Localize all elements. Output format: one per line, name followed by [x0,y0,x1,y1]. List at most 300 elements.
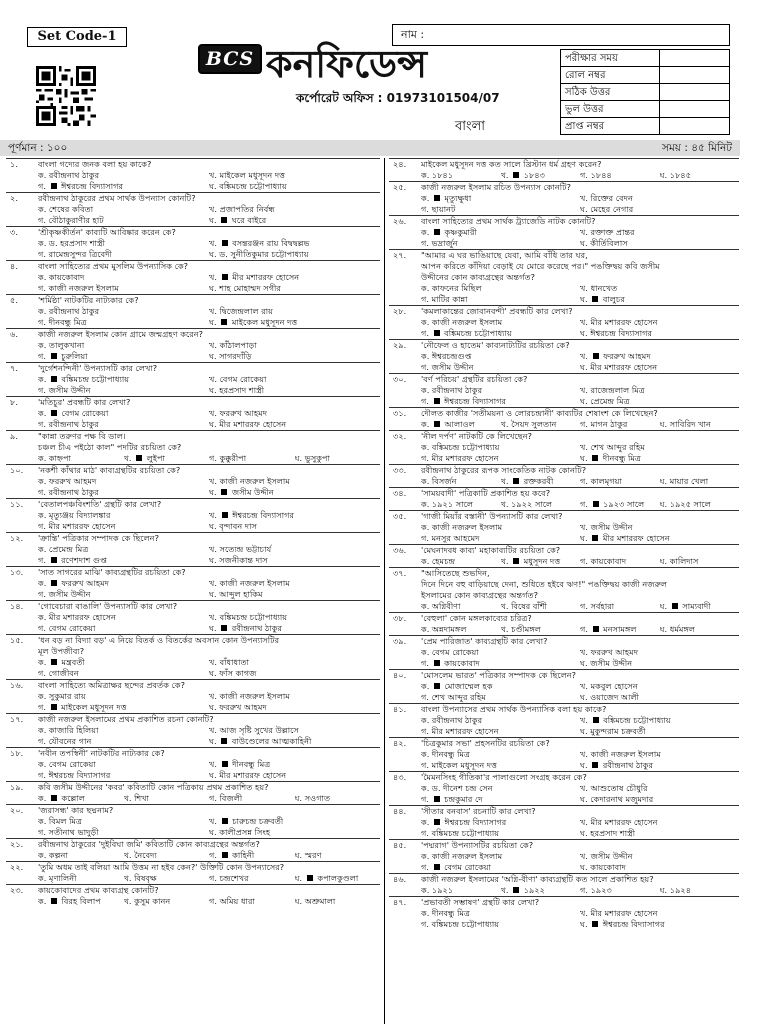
answer-option[interactable]: খ. মীর মশাররফ হোসেন [580,317,658,327]
answer-option[interactable]: গ. বৌঠাকুরাণীর হাট [38,215,104,225]
question-text: 'ধন বড় না বিদ্যা বড়' এ নিয়ে বিতর্ক ও বিতর্কের অবসান কোন উপন্যাসটির [38,635,280,645]
answer-option[interactable]: খ. কাজী নজরুল ইসলাম [209,691,290,701]
answer-option[interactable]: খ. বসন্তরঞ্জন রায় বিদ্বদ্বল্লভ [209,238,310,248]
answer-option[interactable]: ক. তালুকখানা [38,340,85,350]
answer-option[interactable]: ক. সুকুমার রায় [38,691,86,701]
answer-option[interactable]: ক. বঙ্কিমচন্দ্র চট্টোপাধ্যায় [421,442,500,452]
answer-option[interactable]: ক. ১৯২১ সালে [421,499,473,509]
answer-option[interactable]: খ. ফররুখ আহমদ [580,647,639,657]
answer-option[interactable]: ক. মৃণালিনী [38,873,77,883]
answer-option[interactable]: গ. গোজীবন [38,668,79,678]
answer-option[interactable]: ঘ. ঈশ্বরচন্দ্র বিদ্যাসাগর [580,328,653,338]
answer-option[interactable]: ঘ. সজনীকান্ত দাস [209,555,268,565]
question-number: ৩৪. [393,488,407,498]
answer-option[interactable]: ঘ. রবীন্দ্রনাথ ঠাকুর [209,623,283,633]
answer-option[interactable]: ঘ. কেদারনাথ মজুমদার [580,794,654,804]
question-line [389,430,739,442]
question-line [389,407,739,419]
answer-option[interactable]: খ. রিক্তের বেদন [580,193,633,203]
answer-option[interactable]: গ. মাগন ঠাকুর [580,419,628,429]
answer-option[interactable]: ক. রবীন্দ্রনাথ ঠাকুর [38,170,100,180]
answer-option[interactable]: ঘ. ঈশ্বরচন্দ্র বিদ্যাসাগর [580,919,665,929]
question-text: কাজী নজরুল ইসলাম কোন গ্রামে জন্মগ্রহণ করেন? [38,329,203,339]
question-line [6,430,380,442]
options-grid [6,170,380,192]
answer-option[interactable]: খ. বঙ্কিমচন্দ্র চট্টোপাধ্যায় [580,715,671,725]
answer-option[interactable]: ক. ফররুখ আহমদ [38,476,97,486]
options-grid [389,499,739,510]
answer-option[interactable]: ঘ. ফাঁস কাগজ [209,668,257,678]
answer-option[interactable]: ঘ. সাবিরিদ খান [659,419,711,429]
question-number: ২৬. [393,216,407,226]
answer-option[interactable]: ক. কাজী নজরুল ইসলাম [421,317,503,327]
answer-option[interactable]: ঘ. ১৯২৫ সালে [659,499,711,509]
answer-option[interactable]: গ. কুক্কুরীপা [209,453,247,463]
answer-option[interactable]: ঘ. শাহ মোহাম্মদ সগীর [209,283,281,293]
answer-option[interactable]: ক. মৃত্যুক্ষুধা [421,193,472,203]
answer-option[interactable]: গ. ঈশ্বরচন্দ্র বিদ্যাসাগর [38,770,111,780]
question-text: মূল উপজীব্য? [38,646,85,656]
question-item [389,612,739,635]
answer-option[interactable]: ক. কল্পনা [38,850,68,860]
answer-option[interactable]: গ. বিজলী [209,793,243,803]
answer-option[interactable]: খ. কাজী নজরুল ইসলাম [580,749,661,759]
options-grid [389,351,739,373]
answer-option[interactable]: খ. ঈশ্বরচন্দ্র বিদ্যাসাগর [209,510,294,520]
question-line [389,158,739,170]
answer-option[interactable]: খ. মীর মশাররফ হোসেন [580,817,658,827]
correct-answer-mark-icon [593,353,599,359]
answer-option[interactable]: ঘ. প্রেমেন্দ্র মিত্র [580,396,630,406]
options-grid [389,476,739,487]
question-line [6,362,380,374]
answer-option[interactable]: ক. বিসর্জন [421,476,457,486]
answer-option[interactable]: গ. ছায়ানট [421,204,456,214]
answer-option[interactable]: ক. মন্ত্রবতী [38,657,85,667]
answer-option[interactable]: ঘ. মীর মশাররফ হোসেন [580,362,658,372]
answer-option[interactable]: গ. মীর মশাররফ হোসেন [421,726,499,736]
answer-option[interactable]: খ. লুইপা [123,453,165,463]
question-number: ৩০. [393,374,407,384]
answer-option[interactable]: ক. আলাওল [421,419,475,429]
answer-option[interactable]: খ. শেখ আব্দুর রহিম [580,442,645,452]
answer-option[interactable]: ক. ১৮৪১ [421,170,454,180]
answer-option[interactable]: ঘ. বালুচর [580,294,625,304]
question-item [6,260,380,294]
answer-option[interactable]: গ. ভদ্রার্জুন [421,238,458,248]
answer-option[interactable]: ক. বিমল মিত্র [38,816,82,826]
answer-option[interactable]: ক. দীনবন্ধু মিত্র [421,908,471,918]
options-grid [389,442,739,464]
answer-option[interactable]: ক. রবীন্দ্রনাথ ঠাকুর [38,306,100,316]
question-line [389,464,739,476]
answer-option[interactable]: ঘ. মুকুন্দরাম চক্রবর্তী [580,726,646,736]
answer-option[interactable]: ঘ. ফররুখ আহমদ [209,702,267,712]
answer-option[interactable]: গ. সতীনাথ ভাদুড়ী [38,827,99,837]
answer-option[interactable]: খ. বেগম রোকেয়া [209,374,267,384]
correct-answer-mark-icon [592,455,598,461]
answer-option[interactable]: খ. রক্তকরবী [500,476,554,486]
question-line [389,567,739,579]
exam-time: সময় : ৪৫ মিনিট [662,142,732,154]
answer-option[interactable]: খ. ১৯২২ [500,885,545,895]
answer-option[interactable]: ঘ. কায়কোবাদ [580,862,626,872]
answer-option[interactable]: ঘ. কপালকুণ্ডলা [294,873,359,883]
answer-option[interactable]: ক. বঙ্কিমচন্দ্র চট্টোপাধ্যায় [38,374,130,384]
answer-option[interactable]: গ. কায়কোবাদ [421,658,480,668]
answer-option[interactable]: গ. চন্দ্রকুমার দে [421,794,483,804]
answer-option[interactable]: ক. অন্নদামঙ্গল [421,624,467,634]
answer-option[interactable]: ঘ. সাম্যবাদী [659,601,711,611]
question-item [389,805,739,839]
question-number: ৩৫. [393,511,407,521]
header [0,0,768,140]
answer-option[interactable]: ক. ঈশ্বরচন্দ্রগুপ্ত [421,351,472,361]
answer-option[interactable]: গ. মাইকেল মধুসূদন দত্ত [38,702,127,712]
answer-option[interactable]: গ. জসীম উদ্দীন [38,385,91,395]
answer-option[interactable]: গ. জসীম উদ্দীন [421,362,474,372]
answer-option[interactable]: গ. কাজী নজরুল ইসলাম [38,283,119,293]
answer-option[interactable]: ক. ঈশ্বরচন্দ্র বিদ্যাসাগর [421,817,507,827]
info-field[interactable] [660,50,730,67]
answer-option[interactable]: গ. বঙ্কিমচন্দ্র চট্টোপাধ্যায় [421,328,512,338]
answer-option[interactable]: গ. যৌবনের গান [38,736,92,746]
question-text: কাজী নজরুল ইসলামের প্রথম প্রকাশিত রচনা কোনটি? [38,714,214,724]
answer-option[interactable]: ক. কাজী নজরুল ইসলাম [421,851,503,861]
question-number: ২৫. [393,182,407,192]
answer-option[interactable]: গ. ১৯২৩ সালে [580,499,645,509]
answer-option[interactable]: খ. কুসুম কানন [123,896,171,906]
question-item [6,679,380,713]
answer-option[interactable]: ঘ. মীর মশাররফ হোসেন [209,419,287,429]
answer-option[interactable]: খ. মাইকেল মধুসূদন দত্ত [209,170,285,180]
question-number: ১১. [10,499,24,509]
correct-answer-mark-icon [221,217,227,223]
correct-answer-mark-icon [51,580,57,586]
answer-option[interactable]: ঘ. জসীম উদ্দীন [580,658,633,668]
question-text: ইসলামের কোন কাব্যগ্রন্থের অন্তর্গত? [421,590,538,600]
answer-option[interactable]: খ. চারুচন্দ্র চক্রবর্তী [209,816,284,826]
question-text: 'সীতার বনবাস' রচনাটি কার লেখা? [421,806,536,816]
answer-option[interactable]: খ. বাঁধাধাতা [209,657,249,667]
question-line [6,498,380,510]
options-grid [6,476,380,498]
question-text: 'প্রেম পারিজাত' কাব্যগ্রন্থটি কার লেখা? [421,636,548,646]
question-text: উদ্দীনের কোন কাব্যগ্রন্থের অন্তর্গত? [421,272,535,282]
answer-option[interactable]: গ. জসীম উদ্দীন [38,589,91,599]
answer-option[interactable]: খ. কাজী নজরুল ইসলাম [209,476,290,486]
answer-option[interactable]: খ. মধুসূদন দত্ত [500,556,561,566]
correct-answer-mark-icon [221,738,227,744]
answer-option[interactable]: গ. বঙ্কিমচন্দ্র চট্টোপাধ্যায় [421,919,500,929]
question-text: 'চিত্রকুমার সভা' প্রহসনটির রচয়িতা কে? [421,738,550,748]
question-number: ৮. [10,397,18,407]
answer-option[interactable]: গ. মনসামঙ্গল [580,624,637,634]
answer-option[interactable]: খ. জসীম উদ্দীন [580,851,633,861]
answer-option[interactable]: গ. মাইকেল মধুসূদন দত্ত [421,760,497,770]
answer-option[interactable]: খ. কাজী নজরুল ইসলাম [209,578,290,588]
options-grid [389,556,739,567]
answer-option[interactable]: খ. দীনবন্ধু মিত্র [209,759,271,769]
question-number: ২৩. [10,885,24,895]
correct-answer-mark-icon [221,625,227,631]
answer-option[interactable]: ঘ. ঘরে বাইরে [209,215,267,225]
answer-option[interactable]: ঘ. মায়ার খেলা [659,476,709,486]
question-item [389,181,739,215]
answer-option[interactable]: খ. আজ সৃষ্টি সুখের উল্লাসে [209,725,299,735]
question-number: ৩২. [393,431,407,441]
answer-option[interactable]: ঘ. বঙ্কিমচন্দ্র চট্টোপাধ্যায় [209,181,287,191]
answer-option[interactable]: ঘ. মাইকেল মধুসূদন দত্ত [209,317,298,327]
question-number: ৪. [10,261,18,271]
answer-option[interactable]: গ. রামেন্দ্রসুন্দর ত্রিবেদী [38,249,112,259]
question-text: 'নকশী কাঁথার মাঠ' কাব্যগ্রন্থটির রচয়িতা কে? [38,465,181,475]
options-grid [6,873,380,884]
question-item [6,634,380,679]
answer-option[interactable]: ক. বেগম রোকেয়া [38,759,96,769]
answer-option[interactable]: খ. সত্যেন্দ্র ভট্টাচার্য [209,544,272,554]
answer-option[interactable]: ঘ. বৃন্দাবন দাস [209,521,257,531]
options-grid [6,691,380,713]
answer-option[interactable]: গ. সর্বহারা [580,601,615,611]
question-text: মাইকেল মধুসূদন দত্ত কত সালে খ্রিস্টান ধর্ম গ্রহণ করেন? [421,159,602,169]
question-number: ৩৬. [393,545,407,555]
answer-option[interactable]: খ. ১৮৪৩ [500,170,545,180]
options-grid [389,885,739,896]
question-item [389,703,739,737]
answer-option[interactable]: গ. রবীন্দ্রনাথ ঠাকুর [38,419,99,429]
answer-option[interactable]: ঘ. হরপ্রসাদ শাস্ত্রী [580,828,636,838]
answer-option[interactable]: খ. ফররুখ আহমদ [580,351,651,361]
question-number: ৪৬. [393,874,407,884]
answer-option[interactable]: খ. ১৯২২ সালে [500,499,553,509]
options-grid [389,385,739,407]
correct-answer-mark-icon [434,660,440,666]
answer-option[interactable]: খ. প্রজাপতির নির্বন্ধ [209,204,275,214]
answer-option[interactable]: ক. বেগম রোকেয়া [421,647,479,657]
correct-answer-mark-icon [592,535,598,541]
answer-option[interactable]: ক. রবীন্দ্রনাথ ঠাকুর [421,715,483,725]
answer-option[interactable]: গ. ঈশ্বরচন্দ্র বিদ্যাসাগর [38,181,123,191]
answer-option[interactable]: গ. কায়কোবাদ [580,556,627,566]
answer-option[interactable]: খ. চণ্ডীমঙ্গল [500,624,541,634]
answer-option[interactable]: ঘ. ১৮৪৫ [659,170,692,180]
question-line [6,713,380,725]
answer-option[interactable]: ক. অগ্নিবীণা [421,601,461,611]
question-item [6,464,380,498]
answer-option[interactable]: গ. কাহিনী [209,850,255,860]
answer-option[interactable]: গ. রবীন্দ্রনাথ ঠাকুর [38,487,99,497]
answer-option[interactable]: গ. চুরুলিয়া [38,351,88,361]
answer-option[interactable]: খ. কাঁঠালপাড়া [209,340,257,350]
answer-option[interactable]: খ. সৈয়দ সুলতান [500,419,557,429]
question-item [6,838,380,861]
answer-option[interactable]: ঘ. আব্দুল হাকিম [209,589,263,599]
correct-answer-mark-icon [593,717,599,723]
answer-option[interactable]: গ. দীনবন্ধু মিত্র [38,317,87,327]
question-item [389,407,739,430]
answer-option[interactable]: ক. শেষের কবিতা [38,204,94,214]
answer-option[interactable]: খ. বিষের বাঁশী [500,601,548,611]
answer-option[interactable]: ঘ. ভুসুকুপা [294,453,330,463]
answer-option[interactable]: খ. জসীম উদ্দীন [580,522,633,532]
question-text: কায়কোবাদের প্রথম কাব্যগ্রন্থ কোনটি? [38,885,159,895]
answer-option[interactable]: ঘ. মেহের নেগার [580,204,634,214]
answer-option[interactable]: ক. কাজী নজরুল ইসলাম [421,522,503,532]
answer-option[interactable]: গ. কালমৃগয়া [580,476,622,486]
answer-option[interactable]: ঘ. ড. সুনীতিকুমার চট্টোপাধ্যায় [209,249,309,259]
answer-option[interactable]: ঘ. ধর্মমঙ্গল [659,624,695,634]
answer-option[interactable]: গ. মাটির কান্না [421,294,468,304]
answer-option[interactable]: ঘ. হরপ্রসাদ শাস্ত্রী [209,385,265,395]
answer-option[interactable]: ঘ. রবীন্দ্রনাথ ঠাকুর [580,760,654,770]
options-grid [6,204,380,226]
answer-option[interactable]: খ. বঙ্কিমচন্দ্র চট্টোপাধ্যায় [209,612,288,622]
answer-option[interactable]: খ. বিষবৃক্ষ [123,873,157,883]
answer-option[interactable]: ঘ. ওয়াজেদ আলী [580,692,639,702]
question-text: 'বেহুলা' কোন মঙ্গলকাব্যের চরিত্র? [421,613,532,623]
answer-option[interactable]: ক. মৃত্যুঞ্জয় বিদ্যালঙ্কার [38,510,111,520]
options-grid [389,419,739,430]
answer-option[interactable]: ক. মোজাম্মেল হক [421,681,493,691]
answer-option[interactable]: ঘ. কীর্তিবিলাস [580,238,628,248]
bcs-logo: BCS [198,44,262,74]
answer-option[interactable]: গ. রণেশদাশ গুপ্ত [38,555,107,565]
question-text: বাংলা সাহিত্যের প্রথম সার্থক ট্র্যাজেডি নাটক কোনটি? [421,216,596,226]
answer-option[interactable]: খ. ফররুখ আহমদ [209,408,268,418]
options-grid [389,522,739,544]
correct-answer-mark-icon [434,229,440,235]
options-grid [6,340,380,362]
answer-option[interactable]: ঘ. স্মরণ [294,850,322,860]
question-number: ১৬. [10,680,24,690]
question-item [389,510,739,544]
answer-option[interactable]: গ. শেখ আব্দুর রহিম [421,692,486,702]
answer-option[interactable]: ঘ. সওগাত [294,793,331,803]
answer-option[interactable]: খ. মীর মশাররফ হোসেন [580,908,658,918]
options-grid [389,749,739,771]
info-field[interactable] [660,84,730,101]
question-item [389,635,739,669]
answer-option[interactable]: ক. মীর মশাররফ হোসেন [38,612,116,622]
answer-option[interactable]: গ. ১৮৪৪ [580,170,612,180]
answer-option[interactable]: ঘ. কালীপ্রসন্ন সিংহ [209,827,271,837]
answer-option[interactable]: ক. কাহ্নপা [38,453,72,463]
answer-option[interactable]: ক. কৃষ্ণকুমারী [421,227,477,237]
answer-option[interactable]: ক. কাফনের মিছিল [421,283,482,293]
answer-option[interactable]: ক. ফররুখ আহমদ [38,578,109,588]
answer-option[interactable]: ক. হেমচন্দ্র [421,556,456,566]
question-item [389,896,739,930]
question-number: ৪০. [393,670,407,680]
info-field[interactable] [660,118,730,135]
answer-option[interactable]: ঘ. বাউণ্ডেলের আত্মকাহিনী [209,736,312,746]
answer-option[interactable]: খ. রক্তাক্ত প্রান্তর [580,227,635,237]
correct-answer-mark-icon [222,512,228,518]
answer-option[interactable]: ক. ড. হরপ্রসাদ শাস্ত্রী [38,238,105,248]
question-number: ৪৭. [393,897,407,907]
question-line [389,839,739,851]
full-marks: পূর্ণমান : ১০০ [8,142,68,154]
question-number: ২৪. [393,159,407,169]
answer-option[interactable]: ক. ১৯২১ [421,885,454,895]
answer-option[interactable]: খ. ধানখেত [580,283,618,293]
answer-option[interactable]: ঘ. ১৯২৪ [659,885,692,895]
info-label: প্রাপ্ত নম্বর [561,118,660,135]
answer-option[interactable]: ঘ. মীর মশাররফ হোসেন [209,770,287,780]
correct-answer-mark-icon [221,489,227,495]
answer-option[interactable]: খ. নৈবেদ্য [123,850,157,860]
answer-option[interactable]: ক. কাজারি হিলিয়া [38,725,99,735]
options-grid [6,850,380,861]
answer-option[interactable]: খ. মীর মশাররফ হোসেন [209,272,300,282]
answer-option[interactable]: গ. মীর মশাররফ হোসেন [38,521,116,531]
answer-option[interactable]: ঘ. কালিদাস [659,556,699,566]
answer-option[interactable]: গ. ঈশ্বরচন্দ্র বিদ্যাসাগর [421,396,506,406]
answer-option[interactable]: ঘ. মীর মশাররফ হোসেন [580,533,670,543]
answer-option[interactable]: খ. আশুতোষ চৌধুরি [580,783,648,793]
answer-option[interactable]: ঘ. সাগরদাঁড়ি [209,351,252,361]
answer-option[interactable]: ক. কায়কোবাদ [38,272,85,282]
answer-option[interactable]: ক. দীনবন্ধু মিত্র [421,749,471,759]
questions-column-left [6,158,380,1024]
question-text: 'গাজী মিয়াঁর বস্তানী' উপন্যাসটি কার লেখা? [421,511,563,521]
answer-option[interactable]: গ. অমিয় ধারা [209,896,255,906]
answer-option[interactable]: ক. প্রেমেন্দ্র মিত্র [38,544,89,554]
question-line [389,703,739,715]
qr-code-icon [36,66,96,126]
correct-answer-mark-icon [51,795,57,801]
answer-option[interactable]: খ. রাজেন্দ্রলাল মিত্র [580,385,645,395]
answer-option[interactable]: ঘ. জসীম উদ্দীন [209,487,274,497]
question-item [389,544,739,567]
answer-option[interactable]: ক. কল্লোল [38,793,85,803]
name-field[interactable] [392,24,730,46]
name-label: নাম : [401,28,425,41]
question-line [389,873,739,885]
answer-option[interactable]: ক. বিরহ বিলাপ [38,896,101,906]
answer-option[interactable]: ঘ. দীনবন্ধু মিত্র [580,453,641,463]
options-grid [389,193,739,215]
answer-option[interactable]: ক. বেগম রোকেয়া [38,408,109,418]
answer-option[interactable]: খ. শিখা [123,793,150,803]
info-field[interactable] [660,67,730,84]
question-item [389,839,739,873]
info-field[interactable] [660,101,730,118]
correct-answer-mark-icon [51,704,57,710]
question-item [389,737,739,771]
answer-option[interactable]: ঘ. অশ্রুমালা [294,896,336,906]
question-number: ২৯. [393,340,407,350]
answer-option[interactable]: গ. মনসুর আহমেদ [421,533,480,543]
answer-option[interactable]: গ. চন্দ্রশেখর [209,873,249,883]
answer-option[interactable]: গ. বেগম রোকেয়া [38,623,96,633]
question-line [389,249,739,261]
answer-option[interactable]: খ. দ্বিজেন্দ্রলাল রায় [209,306,273,316]
answer-option[interactable]: গ. বঙ্কিমচন্দ্র চট্টোপাধ্যায় [421,828,500,838]
answer-option[interactable]: গ. মীর মশাররফ হোসেন [421,453,499,463]
correct-answer-mark-icon [434,195,440,201]
question-number: ৩১. [393,408,407,418]
answer-option[interactable]: গ. ১৯২৩ [580,885,612,895]
correct-answer-mark-icon [592,762,598,768]
answer-option[interactable]: ক. ড. দীনেশ চন্দ্র সেন [421,783,493,793]
answer-option[interactable]: খ. মকবুল হোসেন [580,681,638,691]
question-text: 'জরাসন্ধ' কার ছদ্মনাম? [38,805,114,815]
answer-option[interactable]: ক. রবীন্দ্রনাথ ঠাকুর [421,385,483,395]
answer-option[interactable]: গ. বেগম রোকেয়া [421,862,491,872]
question-number: ৫. [10,295,18,305]
